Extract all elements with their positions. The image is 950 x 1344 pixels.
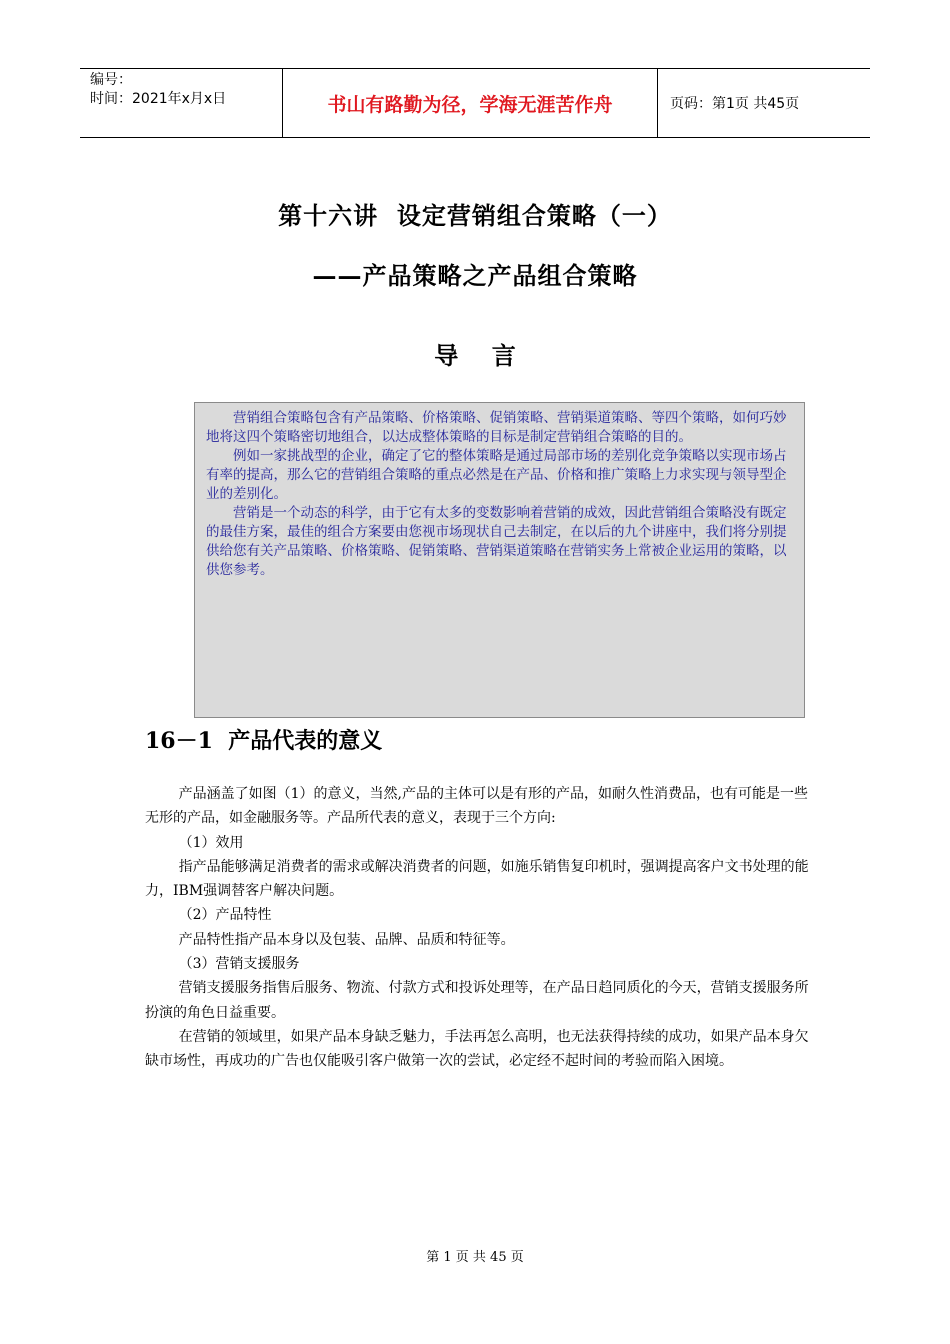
- header-number-label: 编号：: [90, 72, 132, 88]
- list-item-label: （2）产品特性: [178, 907, 272, 924]
- header-motto: 书山有路勤为径，学海无涯苦作舟: [282, 69, 658, 137]
- page-header: [80, 68, 870, 138]
- list-item-label: （1）效用: [178, 834, 244, 851]
- section-heading: 16－1 产品代表的意义: [145, 728, 383, 754]
- document-title: 第十六讲 设定营销组合策略（一）: [278, 201, 672, 230]
- header-date: 时间：2021年x月x日: [90, 91, 227, 107]
- intro-heading: 导 言: [434, 341, 516, 370]
- header-meta: [80, 69, 282, 137]
- section-body: [145, 782, 815, 1074]
- intro-box: [194, 402, 805, 718]
- body-paragraph: 营销支援服务指售后服务、物流、付款方式和投诉处理等，在产品日趋同质化的今天，营销支援服务所扮演的角色日益重要。: [145, 980, 809, 1021]
- body-paragraph: 指产品能够满足消费者的需求或解决消费者的问题，如施乐销售复印机时，强调提高客户文书处理的能力，IBM强调替客户解决问题。: [145, 858, 809, 900]
- intro-paragraph: 营销组合策略包含有产品策略、价格策略、促销策略、营销渠道策略、等四个策略，如何巧妙地将这四个策略密切地组合，以达成整体策略的目标是制定营销组合策略的目的。: [206, 410, 787, 445]
- intro-paragraph: 营销是一个动态的科学，由于它有太多的变数影响着营销的成效，因此营销组合策略没有既定的最佳方案，最佳的组合方案要由您视市场现状自己去制定，在以后的九个讲座中，我们将分别提供给您有关产品策略、价格策略、促销策略、营销渠道策略在营销实务上常被企业运用的策略，以供您参考。: [206, 505, 787, 578]
- body-paragraph: 在营销的领域里，如果产品本身缺乏魅力，手法再怎么高明，也无法获得持续的成功，如果产品本身欠缺市场性，再成功的广告也仅能吸引客户做第一次的尝试，必定经不起时间的考验而陷入困境。: [145, 1028, 809, 1070]
- page-footer: 第 1 页 共 45 页: [426, 1250, 524, 1265]
- intro-paragraph: 例如一家挑战型的企业，确定了它的整体策略是通过局部市场的差别化竞争策略以实现市场占有率的提高，那么它的营销组合策略的重点必然是在产品、价格和推广策略上力求实现与领导型企业的差别化。: [206, 448, 787, 502]
- body-paragraph: 产品涵盖了如图（1）的意义，当然,产品的主体可以是有形的产品，如耐久性消费品，也有可能是一些无形的产品，如金融服务等。产品所代表的意义，表现于三个方向:: [145, 786, 808, 827]
- list-item-label: （3）营销支援服务: [178, 956, 300, 973]
- body-paragraph: 产品特性指产品本身以及包装、品牌、品质和特征等。: [178, 931, 515, 948]
- document-subtitle: ——产品策略之产品组合策略: [312, 261, 638, 290]
- header-page-info: 页码：第1页 共45页: [670, 96, 800, 112]
